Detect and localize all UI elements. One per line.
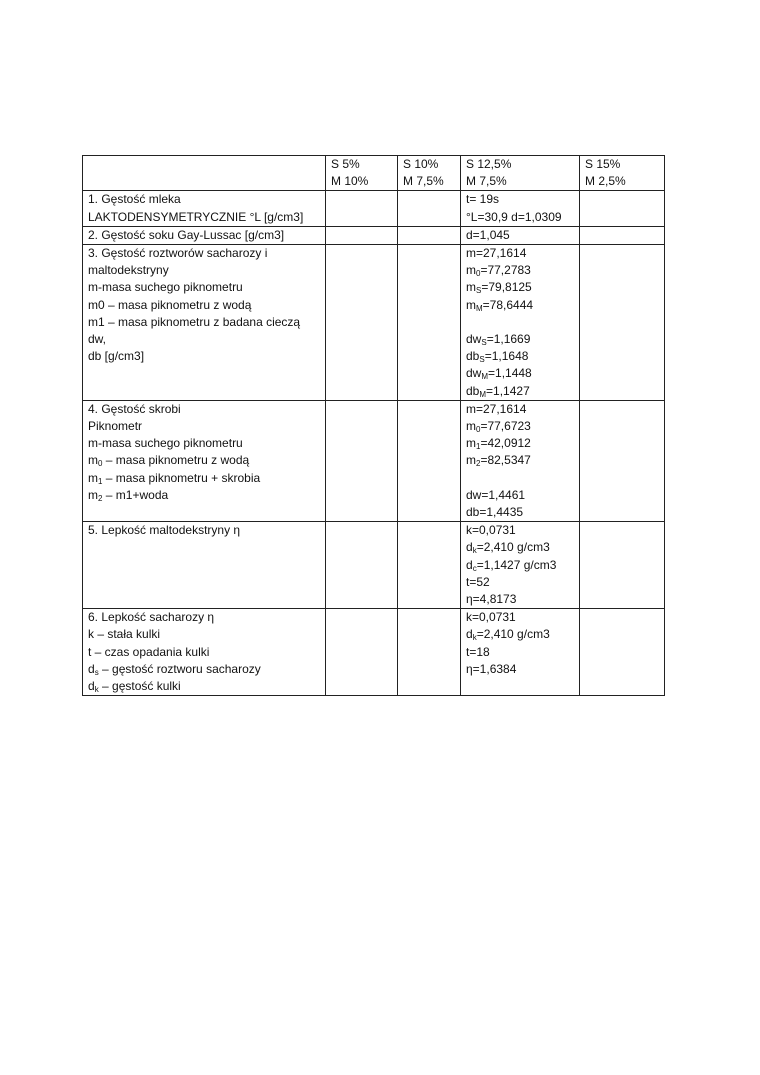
line-text: k – stała kulki — [88, 627, 161, 642]
cell-line: °L=30,9 d=1,0309 — [466, 209, 562, 224]
empty-cell-s10 — [398, 245, 461, 401]
line-text: d — [466, 540, 473, 555]
cell-line — [466, 383, 574, 400]
line-text: db=1,4435 — [466, 505, 524, 520]
subscript: M — [481, 372, 489, 382]
blank-line — [466, 470, 574, 487]
cell-line: 5. Lepkość maltodekstryny η — [88, 523, 241, 538]
subscript: 0 — [476, 269, 481, 279]
cell-line — [466, 574, 574, 591]
cell-line — [466, 661, 574, 678]
line-text-rest: =2,410 g/cm3 — [476, 540, 550, 555]
line-text: m — [88, 453, 98, 468]
header-cell-s15-m2-5 — [580, 156, 665, 191]
subscript: k — [472, 633, 477, 643]
line-text: t – czas opadania kulki — [88, 644, 210, 659]
table-row — [83, 245, 665, 401]
line-text-rest: – gęstość roztworu sacharozy — [98, 661, 261, 676]
line-text-rest: =79,8125 — [481, 280, 532, 295]
row-label-cell — [83, 191, 326, 226]
cell-line — [88, 626, 320, 643]
table-body — [83, 156, 665, 696]
row-value-cell — [461, 191, 580, 226]
line-text: d — [88, 661, 95, 676]
cell-line — [466, 331, 574, 348]
subscript: c — [472, 563, 477, 573]
row-value-cell — [461, 245, 580, 401]
cell-line — [466, 262, 574, 279]
row-value-cell — [461, 400, 580, 521]
line-text: db — [466, 349, 480, 364]
line-text: k=0,0731 — [466, 610, 516, 625]
line-text-rest: =82,5347 — [480, 453, 531, 468]
table-row — [83, 400, 665, 521]
header-cell-empty — [83, 156, 326, 191]
subscript: k — [472, 546, 477, 556]
empty-cell-s10 — [398, 226, 461, 244]
cell-line: t= 19s — [466, 192, 500, 207]
header-cell-s12-5-m7-5 — [461, 156, 580, 191]
cell-line — [466, 522, 574, 539]
row-label-cell — [83, 245, 326, 401]
cell-line: m-masa suchego piknometru — [88, 280, 243, 295]
subscript: 1 — [476, 442, 481, 452]
line-text: m — [88, 470, 98, 485]
empty-cell-s15 — [580, 400, 665, 521]
header-cell-s5-m10 — [326, 156, 398, 191]
empty-cell-s15 — [580, 609, 665, 696]
line-text-rest: – masa piknometru + skrobia — [102, 470, 261, 485]
header-row — [83, 156, 665, 191]
row-label-cell — [83, 400, 326, 521]
blank-line — [466, 314, 574, 331]
table-row — [83, 522, 665, 609]
cell-line: M 10% — [331, 174, 369, 189]
empty-cell-s5 — [326, 609, 398, 696]
cell-line: S 15% — [585, 157, 621, 171]
subscript: s — [94, 667, 99, 677]
row-label-cell — [83, 609, 326, 696]
cell-line: 2. Gęstość soku Gay-Lussac [g/cm3] — [88, 227, 285, 242]
subscript: 1 — [98, 476, 103, 486]
subscript: S — [481, 338, 487, 348]
line-text: m=27,1614 — [466, 401, 527, 416]
measurements-table — [82, 155, 665, 696]
cell-line: M 7,5% — [403, 174, 444, 189]
row-value-cell — [461, 226, 580, 244]
line-text: 4. Gęstość skrobi — [88, 401, 181, 416]
cell-line: S 12,5% — [466, 157, 512, 171]
line-text-rest: =77,2783 — [480, 263, 531, 278]
cell-line — [466, 297, 574, 314]
table-row — [83, 609, 665, 696]
cell-line — [88, 435, 320, 452]
empty-cell-s15 — [580, 522, 665, 609]
table-row — [83, 191, 665, 226]
row-label-cell — [83, 522, 326, 609]
line-text-rest: – m1+woda — [102, 487, 169, 502]
line-text: m=27,1614 — [466, 246, 527, 261]
line-text: m — [466, 263, 476, 278]
line-text: m — [466, 280, 476, 295]
line-text: η=4,8173 — [466, 592, 517, 607]
cell-line — [466, 348, 574, 365]
line-text: m — [466, 297, 476, 312]
line-text: dw — [466, 366, 482, 381]
cell-line — [88, 470, 320, 487]
empty-cell-s10 — [398, 609, 461, 696]
line-text: d — [88, 679, 95, 694]
cell-line: m1 – masa piknometru z badana cieczą — [88, 314, 301, 329]
cell-line — [88, 609, 320, 626]
line-text-rest: =1,1448 — [488, 366, 532, 381]
line-text: db — [466, 383, 480, 398]
subscript: M — [479, 389, 487, 399]
cell-line — [466, 452, 574, 469]
cell-line — [88, 644, 320, 661]
cell-line — [88, 418, 320, 435]
empty-cell-s5 — [326, 400, 398, 521]
line-text: 6. Lepkość sacharozy η — [88, 610, 215, 625]
row-label-cell — [83, 226, 326, 244]
cell-line — [466, 504, 574, 521]
subscript: S — [476, 286, 482, 296]
cell-line — [88, 661, 320, 678]
header-cell-s10-m7-5 — [398, 156, 461, 191]
subscript: S — [479, 355, 485, 365]
cell-line: S 10% — [403, 157, 439, 171]
cell-line: M 2,5% — [585, 174, 626, 189]
line-text-rest: =1,1648 — [484, 349, 529, 364]
subscript: 0 — [98, 459, 103, 469]
empty-cell-s5 — [326, 191, 398, 226]
cell-line — [466, 539, 574, 556]
cell-line — [466, 626, 574, 643]
line-text-rest: =1,1427 g/cm3 — [476, 557, 557, 572]
empty-cell-s10 — [398, 400, 461, 521]
cell-line — [88, 452, 320, 469]
empty-cell-s15 — [580, 191, 665, 226]
cell-line: 1. Gęstość mleka — [88, 192, 181, 207]
line-text: dw — [466, 332, 482, 347]
cell-line — [88, 678, 320, 695]
cell-line — [466, 401, 574, 418]
cell-line: M 7,5% — [466, 174, 507, 189]
line-text-rest: – gęstość kulki — [98, 679, 181, 694]
line-text: dw=1,4461 — [466, 487, 526, 502]
cell-line — [466, 644, 574, 661]
row-value-cell — [461, 609, 580, 696]
cell-line: db [g/cm3] — [88, 349, 145, 364]
empty-cell-s10 — [398, 191, 461, 226]
empty-cell-s5 — [326, 226, 398, 244]
empty-cell-s15 — [580, 226, 665, 244]
row-value-cell — [461, 522, 580, 609]
table-row — [83, 226, 665, 244]
cell-line — [88, 487, 320, 504]
cell-line: maltodekstryny — [88, 263, 169, 278]
cell-line — [88, 401, 320, 418]
line-text: d — [466, 557, 473, 572]
line-text: m — [466, 436, 476, 451]
subscript: 0 — [476, 425, 481, 435]
cell-line: S 5% — [331, 157, 360, 171]
line-text: t=18 — [466, 644, 490, 659]
line-text: m — [466, 453, 476, 468]
subscript: k — [94, 685, 99, 695]
cell-line — [466, 365, 574, 382]
cell-line: LAKTODENSYMETRYCZNIE °L [g/cm3] — [88, 209, 304, 224]
line-text: k=0,0731 — [466, 523, 516, 538]
line-text-rest: =77,6723 — [480, 419, 531, 434]
line-text: m — [88, 487, 98, 502]
line-text: Piknometr — [88, 419, 143, 434]
line-text-rest: =42,0912 — [480, 436, 531, 451]
cell-line — [466, 418, 574, 435]
cell-line — [466, 609, 574, 626]
line-text-rest: =78,6444 — [482, 297, 534, 312]
subscript: 2 — [476, 459, 481, 469]
cell-line — [466, 279, 574, 296]
cell-line — [466, 591, 574, 608]
line-text-rest: =1,1669 — [486, 332, 531, 347]
line-text: η=1,6384 — [466, 661, 517, 676]
line-text-rest: =2,410 g/cm3 — [476, 627, 550, 642]
cell-line: dw, — [88, 332, 107, 347]
line-text-rest: – masa piknometru z wodą — [102, 453, 250, 468]
line-text: m-masa suchego piknometru — [88, 436, 243, 451]
line-text: d — [466, 627, 473, 642]
subscript: 2 — [98, 493, 103, 503]
cell-line: d=1,045 — [466, 227, 510, 242]
line-text: m — [466, 419, 476, 434]
empty-cell-s15 — [580, 245, 665, 401]
cell-line — [466, 557, 574, 574]
line-text-rest: =1,1427 — [486, 383, 530, 398]
empty-cell-s10 — [398, 522, 461, 609]
cell-line: 3. Gęstość roztworów sacharozy i — [88, 246, 268, 261]
subscript: M — [476, 303, 483, 313]
cell-line — [466, 435, 574, 452]
line-text: t=52 — [466, 574, 490, 589]
cell-line: m0 – masa piknometru z wodą — [88, 297, 252, 312]
empty-cell-s5 — [326, 522, 398, 609]
cell-line — [466, 487, 574, 504]
empty-cell-s5 — [326, 245, 398, 401]
cell-line — [466, 245, 574, 262]
